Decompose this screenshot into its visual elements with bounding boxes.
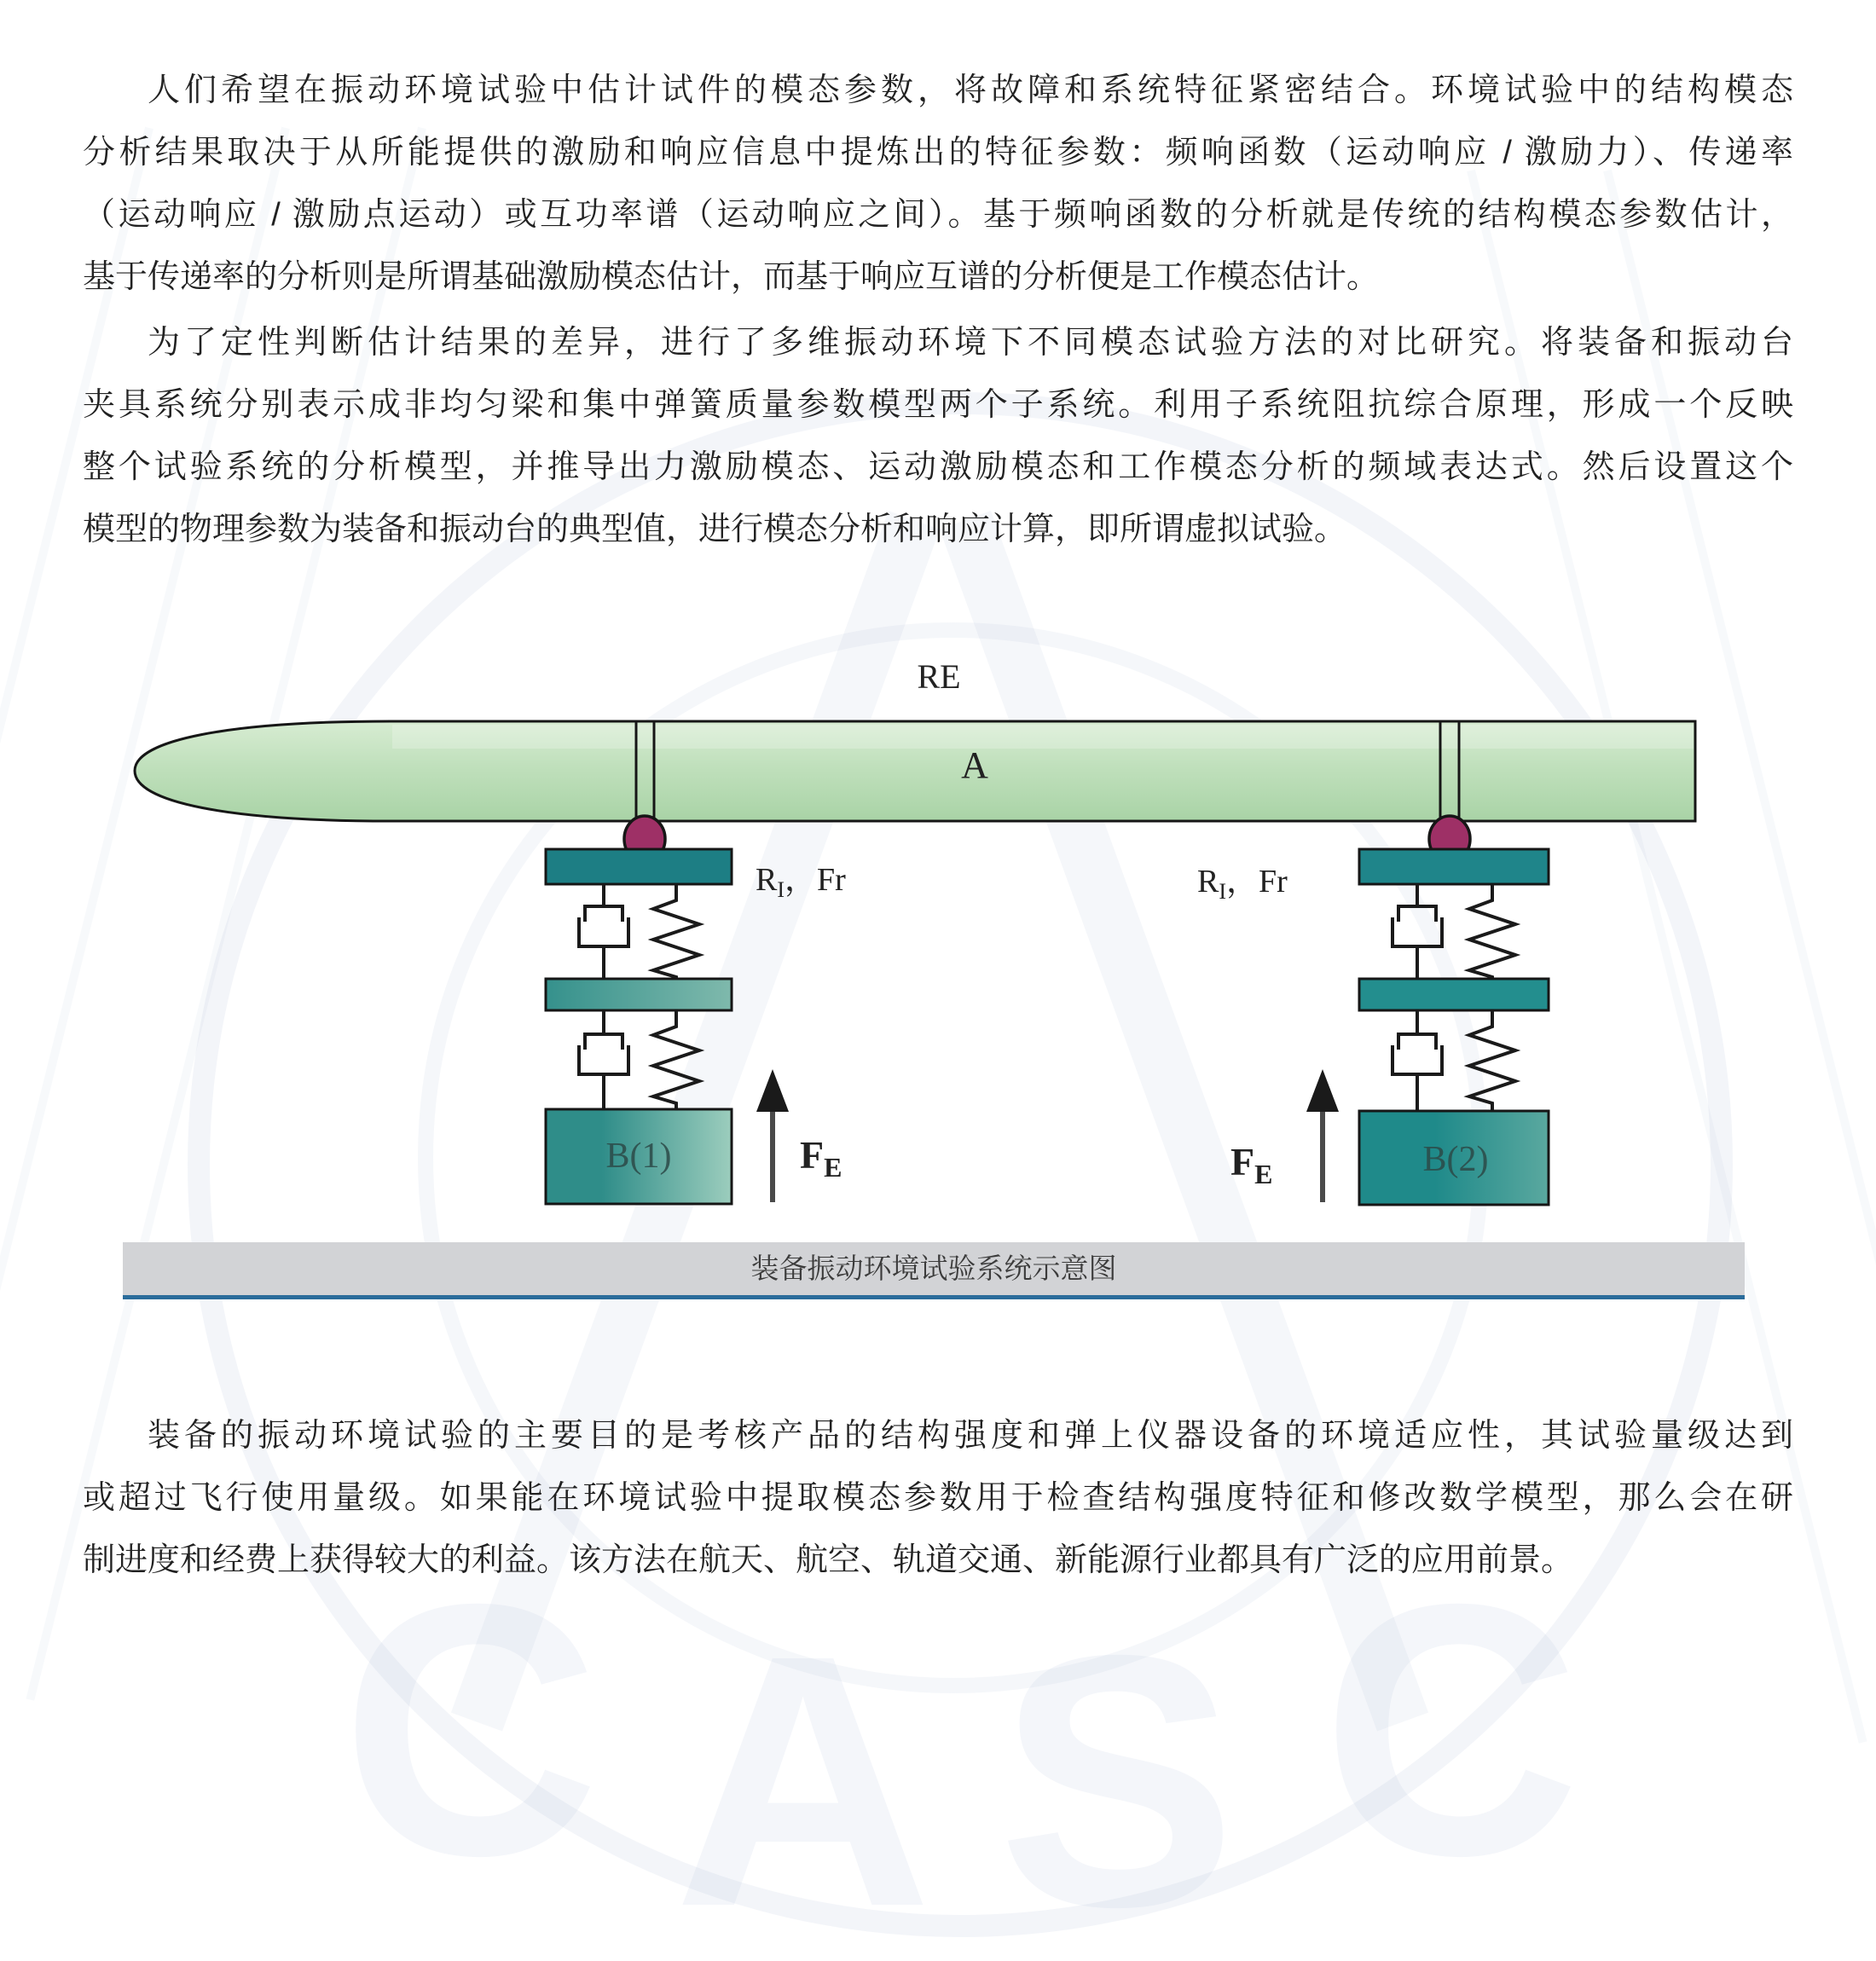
watermark-letter: S (998, 1582, 1237, 1961)
shaker-block-label-2: B(2) (1422, 1140, 1489, 1179)
impedance-label-right (1197, 854, 1288, 905)
label-ri-main: R (756, 862, 778, 898)
paragraph-line: 整个试验系统的分析模型，并推导出力激励模态、运动激励模态和工作模态分析的频域表达式。然后设置这个 (83, 449, 1793, 485)
fixture-top-bar-left (546, 849, 732, 884)
paragraph-line: 基于传递率的分析则是所谓基础激励模态估计，而基于响应互谱的分析便是工作模态估计。 (83, 259, 1380, 295)
figure-schematic (0, 646, 1876, 1243)
paragraph-3 (83, 1405, 1793, 1592)
beam-subsystem-label: A (961, 744, 988, 786)
excitation-force-label-left (800, 1132, 842, 1183)
paragraph-line: 或超过飞行使用量级。如果能在环境试验中提取模态参数用于检查结构强度特征和修改数学模型，那么会在研 (83, 1480, 1793, 1516)
fixture-mid-bar-right (1359, 979, 1549, 1010)
beam-response-label: RE (917, 657, 961, 696)
paragraph-line: 制进度和经费上获得较大的利益。该方法在航天、航空、轨道交通、新能源行业都具有广泛的应用前景。 (83, 1542, 1574, 1578)
caption-divider-rule (123, 1295, 1745, 1299)
paragraph-line: 分析结果取决于从所能提供的激励和响应信息中提炼出的特征参数：频响函数（运动响应 / 激励力）、传递率 (83, 135, 1793, 171)
watermark-letter: A (674, 1582, 933, 1961)
paragraph-line: 夹具系统分别表示成非均匀梁和集中弹簧质量参数模型两个子系统。利用子系统阻抗综合原理，形成一个反映 (83, 387, 1793, 423)
paragraph-line: 装备的振动环境试验的主要目的是考核产品的结构强度和弹上仪器设备的环境适应性，其试验量级达到 (148, 1418, 1793, 1454)
damper-icon (1393, 1010, 1442, 1111)
watermark-letter: C (1322, 1530, 1581, 1930)
shaker-block-label-1: B(1) (605, 1137, 672, 1176)
label-fe-sub: E (1254, 1159, 1273, 1189)
spring-icon (1469, 1010, 1515, 1111)
label-fe-main: F (800, 1133, 825, 1177)
label-fe-main: F (1230, 1140, 1255, 1183)
paragraph-line: （运动响应 / 激励点运动）或互功率谱（运动响应之间）。基于频响函数的分析就是传统的结构模态参数估计， (83, 197, 1793, 233)
figure-caption-band (123, 1242, 1745, 1295)
label-ri-sub: I (1219, 879, 1227, 904)
label-ri-sub: I (777, 877, 785, 902)
spring-icon (653, 1010, 699, 1109)
spring-icon (1469, 884, 1515, 979)
label-ri-main: R (1197, 864, 1219, 900)
figure-caption: 装备振动环境试验系统示意图 (750, 1252, 1117, 1284)
force-arrow-left (756, 1069, 789, 1202)
beam-highlight (392, 725, 1694, 749)
label-ri-tail: ，Fr (785, 862, 846, 898)
label-ri-tail: ，Fr (1226, 864, 1288, 900)
excitation-force-label-right (1230, 1139, 1272, 1190)
label-fe-sub: E (824, 1152, 842, 1183)
damper-icon (579, 1010, 628, 1109)
paragraph-line: 人们希望在振动环境试验中估计试件的模态参数，将故障和系统特征紧密结合。环境试验中的结构模态 (148, 72, 1793, 108)
damper-icon (579, 884, 628, 979)
paragraph-line: 为了定性判断估计结果的差异，进行了多维振动环境下不同模态试验方法的对比研究。将装备和振动台 (148, 325, 1793, 361)
damper-icon (1393, 884, 1442, 979)
paragraph-1 (83, 60, 1793, 309)
paragraph-line: 模型的物理参数为装备和振动台的典型值，进行模态分析和响应计算，即所谓虚拟试验。 (83, 512, 1347, 547)
watermark-letter: C (341, 1530, 600, 1930)
impedance-label-left (756, 853, 846, 903)
force-arrow-right (1306, 1069, 1339, 1202)
spring-icon (653, 884, 699, 979)
fixture-mid-bar-left (546, 979, 732, 1010)
fixture-top-bar-right (1359, 849, 1549, 884)
paragraph-2 (83, 312, 1793, 561)
